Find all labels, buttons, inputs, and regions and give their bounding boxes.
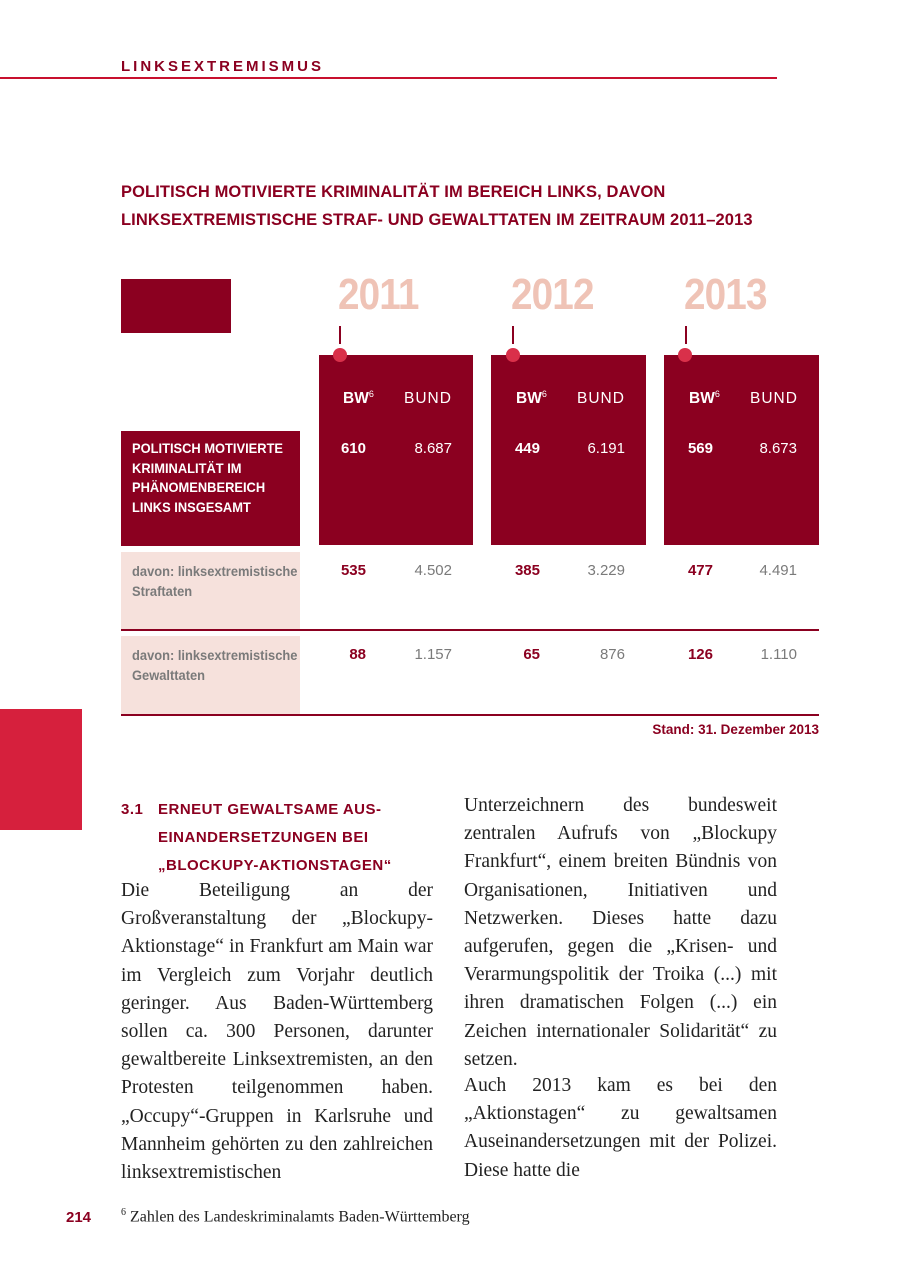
cell-value: 1.110 (760, 646, 797, 663)
year-2011: 2011 (338, 270, 419, 319)
cell-value: 385 (514, 562, 540, 579)
table-date-note: Stand: 31. Dezember 2013 (652, 722, 819, 737)
col-header-bw: $BW^6$ (343, 389, 374, 407)
cell-value: 3.229 (587, 562, 625, 579)
row-label-total: POLITISCH MOTIVIERTE KRIMINALITÄT IM PHÄNOMENBEREICH LINKS INSGESAMT (121, 431, 300, 546)
cell-value: 126 (687, 646, 713, 663)
year-dot (333, 348, 347, 362)
col-header-bw: $BW^6$ (516, 389, 547, 407)
body-column-1: Die Beteiligung an der Großveranstaltung der „Blockupy-Aktionstage“ in Frankfurt am Main war im Vergleich zum Vorjahr deutlich geringer. Aus Baden-Württemberg sollen ca. 300 Personen, darunter gewaltbereite Linksextremisten, an den Protesten teilgenommen haben. „Occupy“-Gruppen in Karlsruhe und Mannheim gehörten zu den zahlreichen linksextremistischen (121, 880, 433, 1184)
table-bottom-rule (121, 714, 819, 716)
footnote (121, 1207, 470, 1226)
year-tick (339, 326, 341, 344)
page-number: 214 (66, 1209, 92, 1226)
col-header-bund: BUND (750, 390, 798, 407)
year-dot (506, 348, 520, 362)
cell-value: 88 (349, 646, 366, 663)
body-column-2-paragraph-2: Auch 2013 kam es bei den „Aktionstagen“ zu gewaltsamen Auseinandersetzungen mit der Polizei. Diese hatte die (464, 1075, 777, 1181)
year-2012: 2012 (511, 270, 594, 319)
year-2013: 2013 (684, 270, 767, 319)
section-title: ERNEUT GEWALTSAME AUS-EINANDERSETZUNGEN BEI „BLOCKUPY-AKTIONSTAGEN“ (158, 801, 392, 874)
cell-value: 569 (687, 440, 713, 457)
col-header-bund: BUND (577, 390, 625, 407)
cell-value: 1.157 (414, 646, 452, 663)
col-header-bw: $BW^6$ (689, 389, 720, 407)
running-header: LINKSEXTREMISMUS (121, 58, 325, 75)
row-divider (121, 629, 819, 631)
legend-block (121, 279, 231, 333)
table-title-line-1: POLITISCH MOTIVIERTE KRIMINALITÄT IM BEREICH LINKS, DAVON (121, 183, 666, 201)
row-label-straftaten: davon: linksextremistische Straftaten (121, 552, 300, 630)
cell-value: 4.502 (414, 562, 452, 579)
cell-value: 4.491 (759, 562, 797, 579)
cell-value: 8.687 (414, 440, 452, 457)
footnote-text: Zahlen des Landeskriminalamts Baden-Württemberg (130, 1208, 470, 1226)
year-tick (512, 326, 514, 344)
cell-value: 449 (514, 440, 540, 457)
row-label-gewalttaten: davon: linksextremistische Gewalttaten (121, 636, 300, 714)
cell-value: 65 (523, 646, 540, 663)
col-header-bund: BUND (404, 390, 452, 407)
section-number: 3.1 (121, 801, 144, 818)
footnote-mark: 6 (121, 1207, 126, 1218)
chapter-side-tab (0, 709, 82, 830)
cell-value: 535 (340, 562, 366, 579)
cell-value: 6.191 (587, 440, 625, 457)
cell-value: 876 (599, 646, 625, 663)
header-rule (0, 77, 777, 79)
cell-value: 610 (340, 440, 366, 457)
year-tick (685, 326, 687, 344)
table-title (121, 178, 841, 234)
table-title-line-2: LINKSEXTREMISTISCHE STRAF- UND GEWALTTATEN IM ZEITRAUM 2011–2013 (121, 211, 753, 229)
cell-value: 477 (687, 562, 713, 579)
cell-value: 8.673 (759, 440, 797, 457)
body-column-2-paragraph-1: Unterzeichnern des bundesweit zentralen Aufrufs von „Blockupy Frankfurt“, einem breiten Bündnis von Organisationen, Initiativen und Netzwerken. Dieses hatte dazu aufgerufen, gegen die „Krisen- und Verarmungspolitik der Troika (...) mit ihren dramatischen Folgen (...) ein Zeichen internationaler Solidarität“ zu setzen. (464, 795, 777, 1070)
year-dot (678, 348, 692, 362)
